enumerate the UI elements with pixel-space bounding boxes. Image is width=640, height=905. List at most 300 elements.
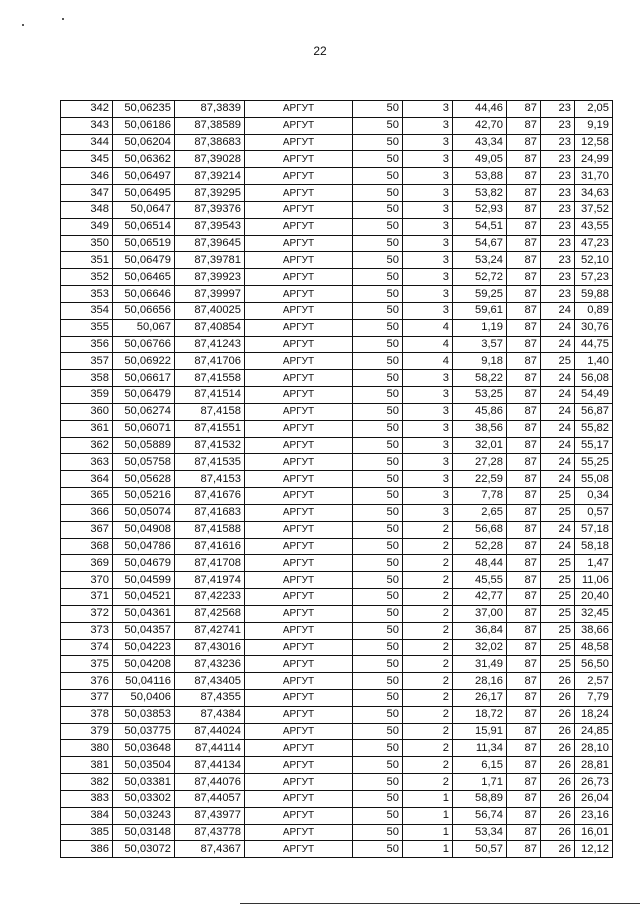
cell-longitude-decimal: 87,41683 [175, 504, 245, 521]
cell-lat-degrees: 50 [353, 622, 403, 639]
cell-latitude-decimal: 50,05628 [113, 471, 175, 488]
cell-longitude-decimal: 87,39923 [175, 269, 245, 286]
cell-lat-degrees: 50 [353, 302, 403, 319]
cell-lon-minutes: 23 [541, 218, 575, 235]
cell-row-number: 376 [61, 673, 113, 690]
cell-lat-seconds: 45,86 [453, 403, 507, 420]
cell-row-number: 379 [61, 723, 113, 740]
cell-lon-minutes: 25 [541, 504, 575, 521]
cell-latitude-decimal: 50,06204 [113, 134, 175, 151]
cell-name: АРГУТ [245, 790, 353, 807]
cell-latitude-decimal: 50,06274 [113, 403, 175, 420]
cell-name: АРГУТ [245, 471, 353, 488]
cell-latitude-decimal: 50,03853 [113, 706, 175, 723]
table-row [61, 572, 613, 589]
cell-longitude-decimal: 87,43016 [175, 639, 245, 656]
cell-longitude-decimal: 87,43778 [175, 824, 245, 841]
cell-latitude-decimal: 50,06235 [113, 101, 175, 118]
table-row [61, 488, 613, 505]
cell-lat-minutes: 3 [403, 235, 453, 252]
cell-lat-minutes: 3 [403, 185, 453, 202]
cell-lat-minutes: 2 [403, 740, 453, 757]
cell-lon-seconds: 55,08 [575, 471, 613, 488]
cell-lat-minutes: 3 [403, 201, 453, 218]
cell-lon-degrees: 87 [507, 101, 541, 118]
cell-lat-minutes: 3 [403, 387, 453, 404]
cell-lon-seconds: 11,06 [575, 572, 613, 589]
cell-lon-minutes: 23 [541, 117, 575, 134]
cell-lon-minutes: 24 [541, 403, 575, 420]
cell-lon-seconds: 55,82 [575, 420, 613, 437]
cell-lon-degrees: 87 [507, 235, 541, 252]
cell-longitude-decimal: 87,39997 [175, 286, 245, 303]
cell-lat-seconds: 7,78 [453, 488, 507, 505]
bottom-edge-line [240, 903, 640, 904]
cell-lat-degrees: 50 [353, 488, 403, 505]
cell-lon-minutes: 25 [541, 353, 575, 370]
cell-name: АРГУТ [245, 740, 353, 757]
table-row [61, 437, 613, 454]
cell-lon-seconds: 2,57 [575, 673, 613, 690]
table-row [61, 336, 613, 353]
cell-lon-seconds: 52,10 [575, 252, 613, 269]
cell-lon-degrees: 87 [507, 471, 541, 488]
cell-lat-seconds: 59,25 [453, 286, 507, 303]
cell-lat-degrees: 50 [353, 723, 403, 740]
cell-latitude-decimal: 50,06656 [113, 302, 175, 319]
cell-lat-degrees: 50 [353, 353, 403, 370]
cell-lon-degrees: 87 [507, 488, 541, 505]
cell-lat-degrees: 50 [353, 286, 403, 303]
cell-lon-minutes: 23 [541, 201, 575, 218]
cell-lat-degrees: 50 [353, 269, 403, 286]
cell-lon-degrees: 87 [507, 252, 541, 269]
cell-lat-minutes: 4 [403, 353, 453, 370]
cell-lat-seconds: 6,15 [453, 757, 507, 774]
cell-row-number: 370 [61, 572, 113, 589]
cell-name: АРГУТ [245, 370, 353, 387]
cell-longitude-decimal: 87,41551 [175, 420, 245, 437]
cell-lon-seconds: 57,23 [575, 269, 613, 286]
cell-lon-minutes: 25 [541, 589, 575, 606]
cell-longitude-decimal: 87,41708 [175, 555, 245, 572]
cell-latitude-decimal: 50,04357 [113, 622, 175, 639]
cell-lon-minutes: 26 [541, 673, 575, 690]
cell-name: АРГУТ [245, 488, 353, 505]
cell-name: АРГУТ [245, 807, 353, 824]
cell-longitude-decimal: 87,44057 [175, 790, 245, 807]
table-row [61, 353, 613, 370]
cell-lat-minutes: 1 [403, 807, 453, 824]
cell-name: АРГУТ [245, 622, 353, 639]
cell-latitude-decimal: 50,04786 [113, 538, 175, 555]
cell-lon-seconds: 55,25 [575, 454, 613, 471]
cell-row-number: 357 [61, 353, 113, 370]
cell-lat-minutes: 3 [403, 420, 453, 437]
cell-name: АРГУТ [245, 521, 353, 538]
cell-lon-seconds: 24,99 [575, 151, 613, 168]
cell-lon-degrees: 87 [507, 841, 541, 858]
table-row [61, 269, 613, 286]
cell-lat-seconds: 45,55 [453, 572, 507, 589]
cell-row-number: 345 [61, 151, 113, 168]
cell-lon-degrees: 87 [507, 622, 541, 639]
cell-lat-minutes: 1 [403, 824, 453, 841]
cell-row-number: 342 [61, 101, 113, 118]
table-row [61, 235, 613, 252]
cell-lon-seconds: 16,01 [575, 824, 613, 841]
cell-lon-minutes: 26 [541, 824, 575, 841]
cell-lon-seconds: 1,40 [575, 353, 613, 370]
cell-longitude-decimal: 87,42741 [175, 622, 245, 639]
table-row [61, 252, 613, 269]
cell-lon-seconds: 9,19 [575, 117, 613, 134]
cell-lon-minutes: 24 [541, 319, 575, 336]
cell-name: АРГУТ [245, 639, 353, 656]
cell-lat-seconds: 18,72 [453, 706, 507, 723]
cell-lat-minutes: 2 [403, 774, 453, 791]
cell-latitude-decimal: 50,0647 [113, 201, 175, 218]
cell-latitude-decimal: 50,06519 [113, 235, 175, 252]
cell-lat-degrees: 50 [353, 101, 403, 118]
cell-row-number: 375 [61, 656, 113, 673]
cell-lat-minutes: 2 [403, 723, 453, 740]
cell-lat-degrees: 50 [353, 437, 403, 454]
cell-longitude-decimal: 87,41535 [175, 454, 245, 471]
cell-lon-seconds: 12,12 [575, 841, 613, 858]
page-number: 22 [313, 44, 327, 58]
cell-name: АРГУТ [245, 101, 353, 118]
cell-row-number: 374 [61, 639, 113, 656]
cell-lat-seconds: 32,01 [453, 437, 507, 454]
cell-lon-minutes: 25 [541, 555, 575, 572]
cell-lon-seconds: 38,66 [575, 622, 613, 639]
cell-lon-minutes: 24 [541, 437, 575, 454]
table-row [61, 302, 613, 319]
table-row [61, 740, 613, 757]
cell-lon-minutes: 23 [541, 134, 575, 151]
cell-name: АРГУТ [245, 504, 353, 521]
cell-lat-degrees: 50 [353, 740, 403, 757]
cell-lat-minutes: 3 [403, 134, 453, 151]
table-row [61, 706, 613, 723]
cell-longitude-decimal: 87,43977 [175, 807, 245, 824]
table-row [61, 101, 613, 118]
cell-lat-minutes: 1 [403, 841, 453, 858]
cell-lon-minutes: 25 [541, 572, 575, 589]
cell-longitude-decimal: 87,44024 [175, 723, 245, 740]
cell-row-number: 349 [61, 218, 113, 235]
table-row [61, 639, 613, 656]
cell-lon-degrees: 87 [507, 201, 541, 218]
cell-latitude-decimal: 50,04521 [113, 589, 175, 606]
cell-lon-seconds: 28,81 [575, 757, 613, 774]
cell-latitude-decimal: 50,06186 [113, 117, 175, 134]
cell-longitude-decimal: 87,39781 [175, 252, 245, 269]
cell-lat-degrees: 50 [353, 252, 403, 269]
cell-lat-degrees: 50 [353, 521, 403, 538]
cell-lat-degrees: 50 [353, 706, 403, 723]
cell-latitude-decimal: 50,05758 [113, 454, 175, 471]
cell-latitude-decimal: 50,06071 [113, 420, 175, 437]
cell-lat-seconds: 54,51 [453, 218, 507, 235]
table-row [61, 403, 613, 420]
cell-lat-minutes: 3 [403, 437, 453, 454]
cell-latitude-decimal: 50,03072 [113, 841, 175, 858]
cell-lon-minutes: 24 [541, 420, 575, 437]
cell-name: АРГУТ [245, 774, 353, 791]
cell-row-number: 343 [61, 117, 113, 134]
cell-longitude-decimal: 87,42233 [175, 589, 245, 606]
cell-name: АРГУТ [245, 420, 353, 437]
cell-row-number: 383 [61, 790, 113, 807]
cell-name: АРГУТ [245, 319, 353, 336]
table-row [61, 387, 613, 404]
cell-lon-seconds: 44,75 [575, 336, 613, 353]
cell-row-number: 363 [61, 454, 113, 471]
cell-lon-minutes: 26 [541, 740, 575, 757]
cell-latitude-decimal: 50,06766 [113, 336, 175, 353]
cell-name: АРГУТ [245, 336, 353, 353]
cell-lat-seconds: 54,67 [453, 235, 507, 252]
cell-lon-seconds: 26,04 [575, 790, 613, 807]
cell-row-number: 385 [61, 824, 113, 841]
cell-lat-degrees: 50 [353, 757, 403, 774]
cell-lon-degrees: 87 [507, 790, 541, 807]
cell-longitude-decimal: 87,3839 [175, 101, 245, 118]
cell-lat-degrees: 50 [353, 572, 403, 589]
scan-speck [22, 24, 24, 26]
cell-lat-minutes: 3 [403, 269, 453, 286]
cell-lon-minutes: 25 [541, 656, 575, 673]
cell-lon-minutes: 24 [541, 370, 575, 387]
cell-name: АРГУТ [245, 723, 353, 740]
cell-latitude-decimal: 50,03148 [113, 824, 175, 841]
cell-lat-seconds: 52,72 [453, 269, 507, 286]
cell-lon-degrees: 87 [507, 437, 541, 454]
table-row [61, 605, 613, 622]
cell-longitude-decimal: 87,39295 [175, 185, 245, 202]
cell-row-number: 347 [61, 185, 113, 202]
cell-row-number: 382 [61, 774, 113, 791]
cell-lat-seconds: 53,88 [453, 168, 507, 185]
cell-lat-seconds: 36,84 [453, 622, 507, 639]
cell-name: АРГУТ [245, 252, 353, 269]
cell-name: АРГУТ [245, 134, 353, 151]
cell-lat-degrees: 50 [353, 589, 403, 606]
cell-lon-degrees: 87 [507, 269, 541, 286]
cell-lon-degrees: 87 [507, 319, 541, 336]
cell-longitude-decimal: 87,41974 [175, 572, 245, 589]
cell-lon-degrees: 87 [507, 370, 541, 387]
table-row [61, 319, 613, 336]
cell-lat-seconds: 49,05 [453, 151, 507, 168]
cell-row-number: 365 [61, 488, 113, 505]
cell-name: АРГУТ [245, 185, 353, 202]
cell-latitude-decimal: 50,067 [113, 319, 175, 336]
cell-lon-seconds: 56,87 [575, 403, 613, 420]
cell-row-number: 373 [61, 622, 113, 639]
cell-name: АРГУТ [245, 555, 353, 572]
cell-lon-minutes: 26 [541, 807, 575, 824]
cell-lat-degrees: 50 [353, 218, 403, 235]
cell-lat-minutes: 2 [403, 605, 453, 622]
cell-lon-minutes: 24 [541, 471, 575, 488]
cell-lat-seconds: 31,49 [453, 656, 507, 673]
cell-name: АРГУТ [245, 538, 353, 555]
table-row [61, 656, 613, 673]
cell-lon-minutes: 24 [541, 521, 575, 538]
cell-name: АРГУТ [245, 117, 353, 134]
table-row [61, 824, 613, 841]
cell-lat-minutes: 2 [403, 521, 453, 538]
cell-lat-seconds: 15,91 [453, 723, 507, 740]
cell-name: АРГУТ [245, 387, 353, 404]
cell-lon-degrees: 87 [507, 185, 541, 202]
cell-name: АРГУТ [245, 403, 353, 420]
cell-lon-minutes: 26 [541, 757, 575, 774]
cell-lon-degrees: 87 [507, 656, 541, 673]
cell-lon-minutes: 23 [541, 269, 575, 286]
cell-name: АРГУТ [245, 235, 353, 252]
cell-longitude-decimal: 87,43236 [175, 656, 245, 673]
cell-row-number: 358 [61, 370, 113, 387]
cell-lat-degrees: 50 [353, 656, 403, 673]
cell-name: АРГУТ [245, 454, 353, 471]
cell-name: АРГУТ [245, 269, 353, 286]
table-row [61, 589, 613, 606]
cell-row-number: 344 [61, 134, 113, 151]
cell-lat-seconds: 52,93 [453, 201, 507, 218]
cell-latitude-decimal: 50,05889 [113, 437, 175, 454]
cell-row-number: 348 [61, 201, 113, 218]
cell-name: АРГУТ [245, 353, 353, 370]
cell-lat-minutes: 2 [403, 673, 453, 690]
cell-row-number: 372 [61, 605, 113, 622]
cell-lat-seconds: 42,70 [453, 117, 507, 134]
cell-lon-minutes: 24 [541, 336, 575, 353]
cell-lon-degrees: 87 [507, 807, 541, 824]
cell-lat-seconds: 3,57 [453, 336, 507, 353]
cell-lon-minutes: 24 [541, 302, 575, 319]
cell-latitude-decimal: 50,04223 [113, 639, 175, 656]
cell-longitude-decimal: 87,44076 [175, 774, 245, 791]
cell-longitude-decimal: 87,39376 [175, 201, 245, 218]
cell-lat-degrees: 50 [353, 454, 403, 471]
cell-lat-seconds: 56,74 [453, 807, 507, 824]
cell-lon-degrees: 87 [507, 774, 541, 791]
cell-lat-degrees: 50 [353, 673, 403, 690]
cell-longitude-decimal: 87,41676 [175, 488, 245, 505]
cell-lon-minutes: 24 [541, 387, 575, 404]
cell-lat-minutes: 3 [403, 504, 453, 521]
cell-row-number: 352 [61, 269, 113, 286]
table-row [61, 370, 613, 387]
cell-lat-seconds: 56,68 [453, 521, 507, 538]
cell-lon-minutes: 24 [541, 538, 575, 555]
cell-lat-minutes: 2 [403, 639, 453, 656]
cell-lon-seconds: 30,76 [575, 319, 613, 336]
cell-latitude-decimal: 50,04208 [113, 656, 175, 673]
cell-longitude-decimal: 87,38589 [175, 117, 245, 134]
cell-lon-seconds: 47,23 [575, 235, 613, 252]
cell-lon-degrees: 87 [507, 504, 541, 521]
cell-lon-degrees: 87 [507, 420, 541, 437]
cell-lat-degrees: 50 [353, 201, 403, 218]
table-row [61, 538, 613, 555]
cell-latitude-decimal: 50,06922 [113, 353, 175, 370]
cell-row-number: 361 [61, 420, 113, 437]
cell-name: АРГУТ [245, 757, 353, 774]
cell-lat-seconds: 28,16 [453, 673, 507, 690]
cell-lon-seconds: 0,89 [575, 302, 613, 319]
cell-row-number: 350 [61, 235, 113, 252]
cell-lat-degrees: 50 [353, 555, 403, 572]
table-body [61, 101, 613, 858]
cell-lon-seconds: 20,40 [575, 589, 613, 606]
cell-longitude-decimal: 87,41588 [175, 521, 245, 538]
cell-lat-seconds: 50,57 [453, 841, 507, 858]
cell-row-number: 359 [61, 387, 113, 404]
table-row [61, 117, 613, 134]
cell-lon-seconds: 0,34 [575, 488, 613, 505]
cell-lon-degrees: 87 [507, 639, 541, 656]
cell-lat-degrees: 50 [353, 151, 403, 168]
cell-lat-seconds: 2,65 [453, 504, 507, 521]
cell-latitude-decimal: 50,04361 [113, 605, 175, 622]
cell-lat-minutes: 1 [403, 790, 453, 807]
table-row [61, 420, 613, 437]
cell-lat-minutes: 3 [403, 101, 453, 118]
cell-lon-minutes: 26 [541, 774, 575, 791]
cell-name: АРГУТ [245, 201, 353, 218]
cell-lat-minutes: 2 [403, 538, 453, 555]
cell-lon-seconds: 1,47 [575, 555, 613, 572]
table-row [61, 471, 613, 488]
cell-row-number: 371 [61, 589, 113, 606]
cell-name: АРГУТ [245, 605, 353, 622]
table-row [61, 151, 613, 168]
table-row [61, 673, 613, 690]
cell-lat-seconds: 52,28 [453, 538, 507, 555]
cell-lat-minutes: 3 [403, 471, 453, 488]
cell-latitude-decimal: 50,03243 [113, 807, 175, 824]
cell-lat-seconds: 22,59 [453, 471, 507, 488]
cell-lat-minutes: 4 [403, 319, 453, 336]
cell-longitude-decimal: 87,4384 [175, 706, 245, 723]
cell-lon-minutes: 25 [541, 605, 575, 622]
cell-lat-minutes: 2 [403, 689, 453, 706]
cell-name: АРГУТ [245, 437, 353, 454]
cell-latitude-decimal: 50,05216 [113, 488, 175, 505]
cell-row-number: 353 [61, 286, 113, 303]
cell-longitude-decimal: 87,4158 [175, 403, 245, 420]
cell-name: АРГУТ [245, 706, 353, 723]
table-row [61, 723, 613, 740]
cell-latitude-decimal: 50,06479 [113, 387, 175, 404]
cell-lat-seconds: 32,02 [453, 639, 507, 656]
cell-lon-degrees: 87 [507, 302, 541, 319]
cell-name: АРГУТ [245, 689, 353, 706]
cell-longitude-decimal: 87,40854 [175, 319, 245, 336]
cell-lat-minutes: 3 [403, 117, 453, 134]
cell-name: АРГУТ [245, 302, 353, 319]
cell-lon-degrees: 87 [507, 286, 541, 303]
cell-lon-degrees: 87 [507, 521, 541, 538]
cell-lat-minutes: 2 [403, 706, 453, 723]
cell-lat-minutes: 3 [403, 302, 453, 319]
cell-latitude-decimal: 50,03648 [113, 740, 175, 757]
